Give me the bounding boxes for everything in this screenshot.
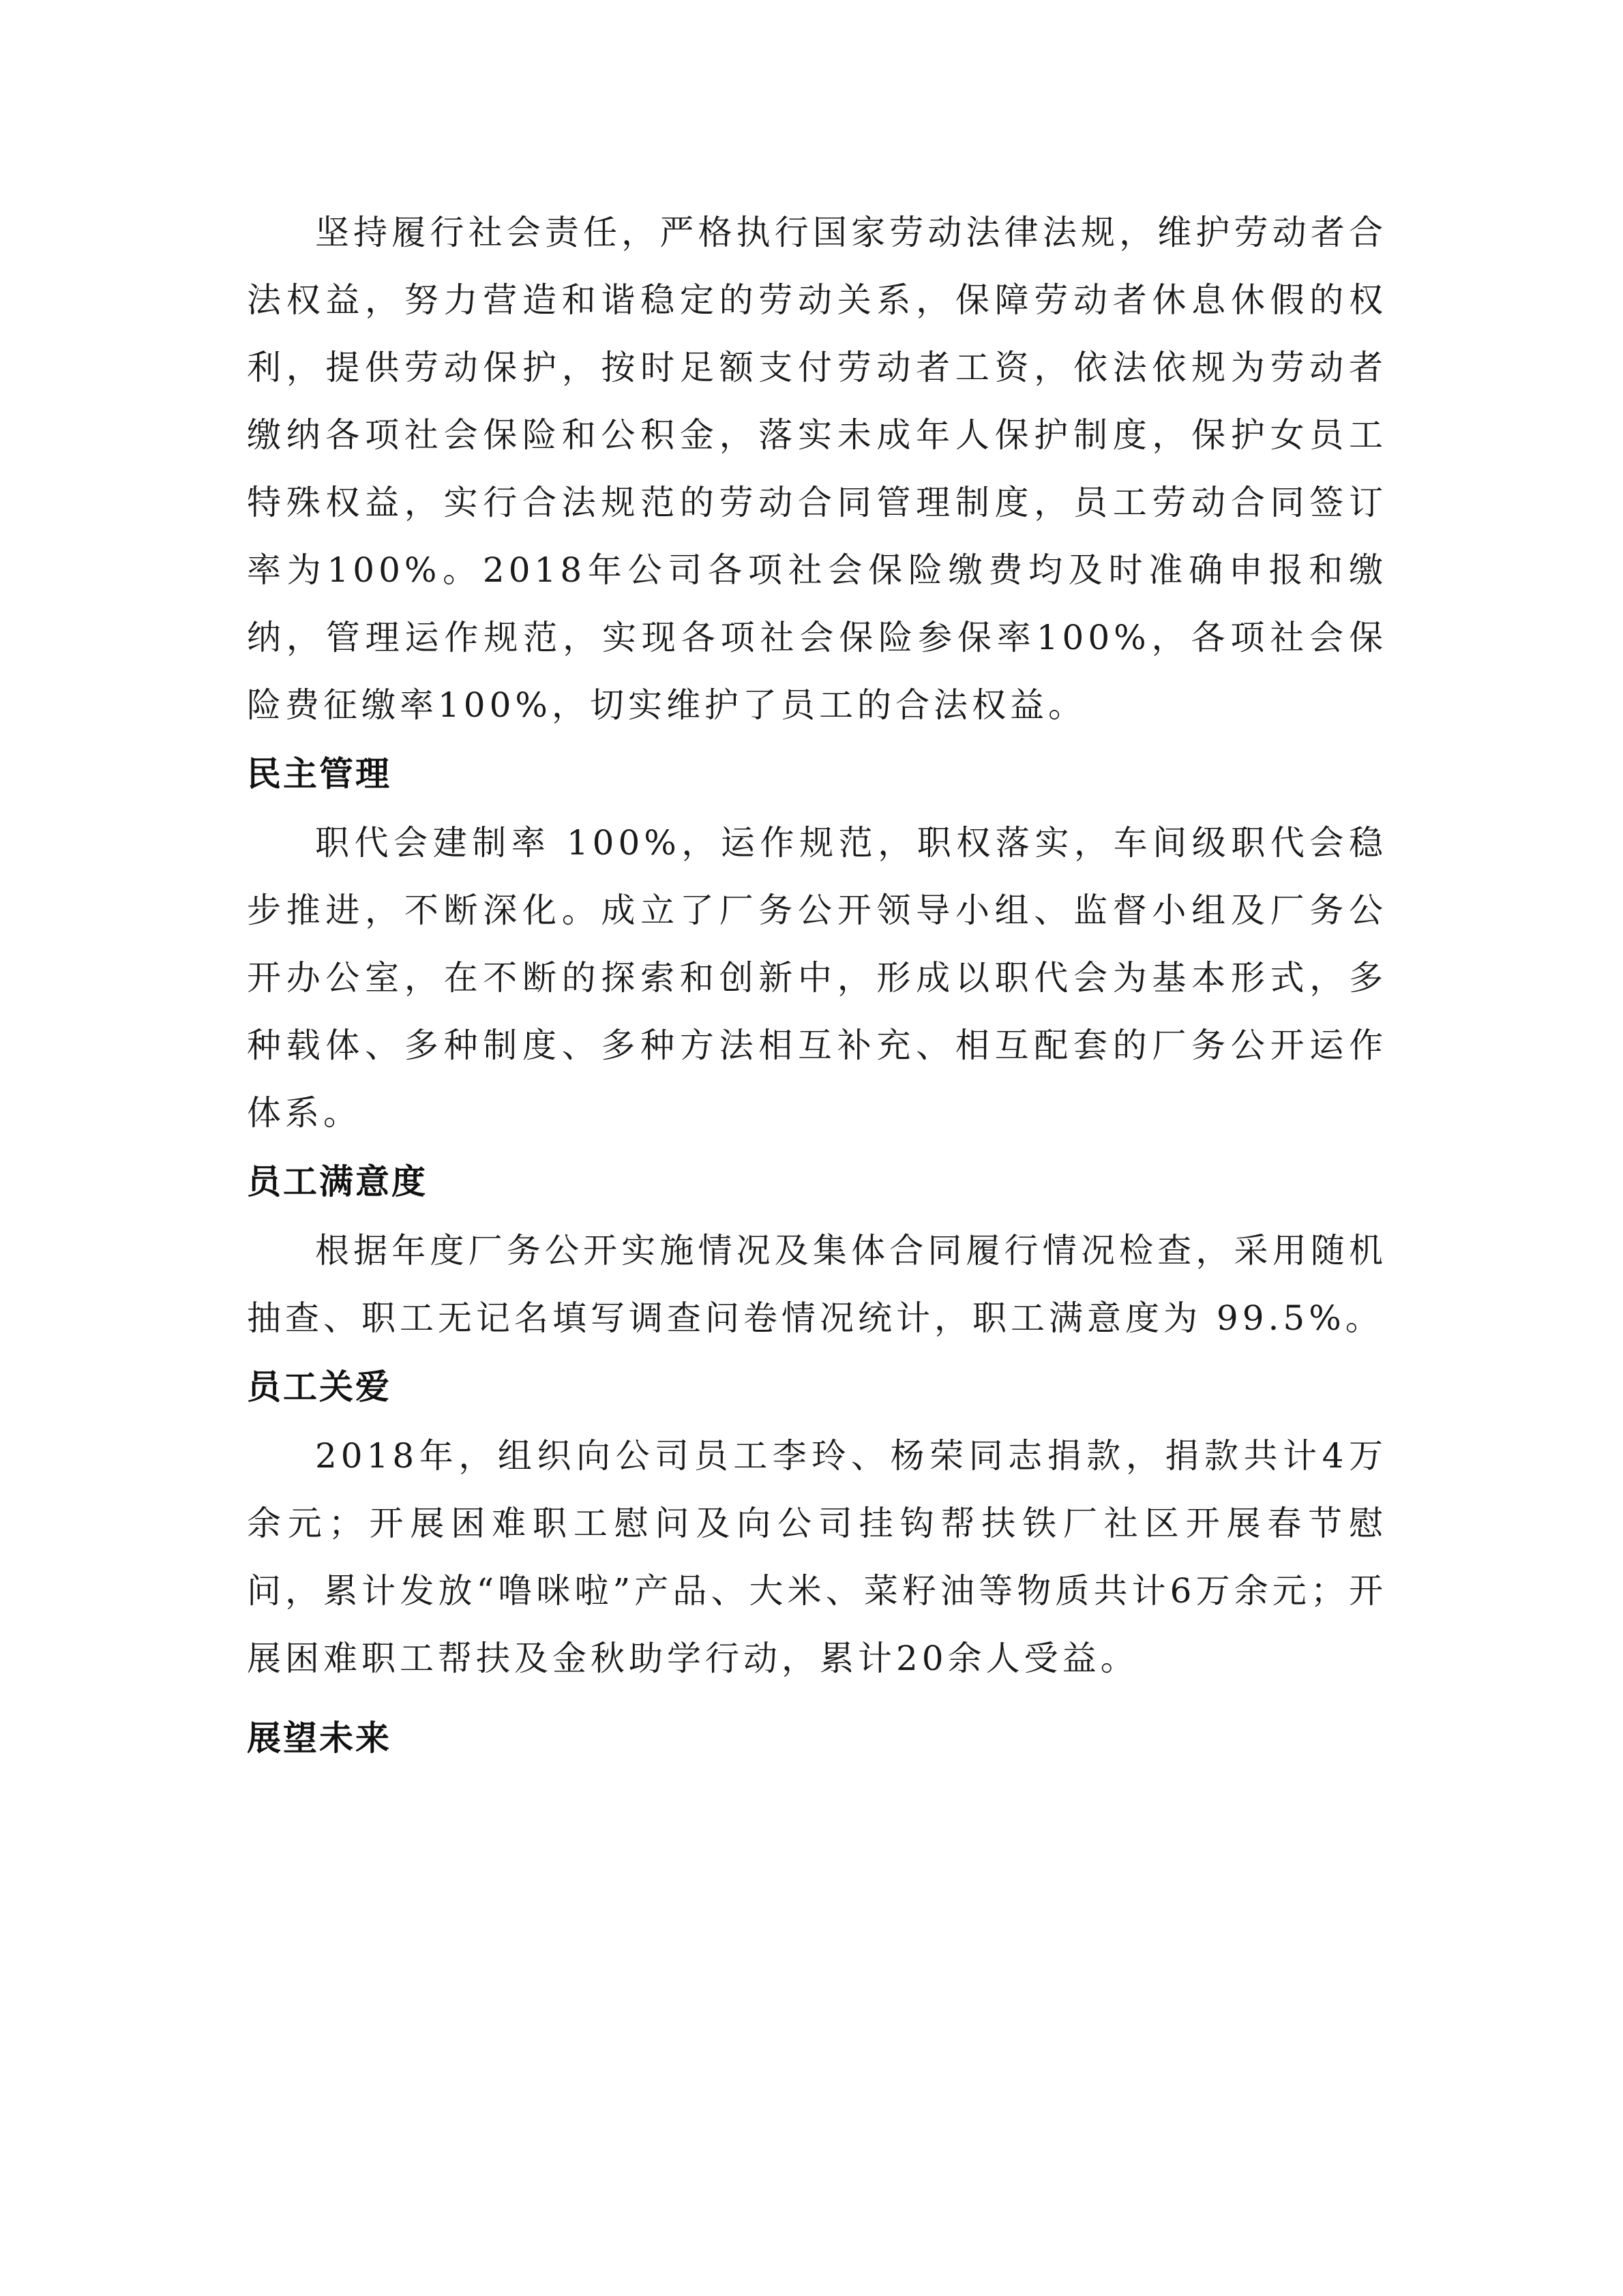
paragraph-employee-satisfaction: 根据年度厂务公开实施情况及集体合同履行情况检查，采用随机抽查、职工无记名填写调查问卷情况统计，职工满意度为 99.5%。 [247, 1231, 1387, 1338]
paragraph-employee-care: 2018年，组织向公司员工李玲、杨荣同志捐款，捐款共计4万余元；开展困难职工慰问及向公司挂钩帮扶铁厂社区开展春节慰问，累计发放“噜咪啦”产品、大米、菜籽油等物质共计6万余元；开展困难职工帮扶及金秋助学行动，累计20余人受益。 [247, 1436, 1387, 1678]
heading-outlook: 展望未来 [247, 1718, 391, 1758]
heading-democratic-management: 民主管理 [247, 754, 391, 794]
document-body [247, 199, 1387, 1774]
paragraph-labor-rights: 坚持履行社会责任，严格执行国家劳动法律法规，维护劳动者合法权益，努力营造和谐稳定的劳动关系，保障劳动者休息休假的权利，提供劳动保护，按时足额支付劳动者工资，依法依规为劳动者缴纳各项社会保险和公积金，落实未成年人保护制度，保护女员工特殊权益，实行合法规范的劳动合同管理制度，员工劳动合同签订率为100%。2018年公司各项社会保险缴费均及时准确申报和缴纳，管理运作规范，实现各项社会保险参保率100%，各项社会保险费征缴率100%，切实维护了员工的合法权益。 [247, 213, 1387, 725]
heading-employee-satisfaction: 员工满意度 [247, 1162, 428, 1202]
paragraph-democratic-management: 职代会建制率 100%，运作规范，职权落实，车间级职代会稳步推进，不断深化。成立了厂务公开领导小组、监督小组及厂务公开办公室，在不断的探索和创新中，形成以职代会为基本形式，多种载体、多种制度、多种方法相互补充、相互配套的厂务公开运作体系。 [247, 823, 1387, 1133]
heading-employee-care: 员工关爱 [247, 1367, 391, 1407]
